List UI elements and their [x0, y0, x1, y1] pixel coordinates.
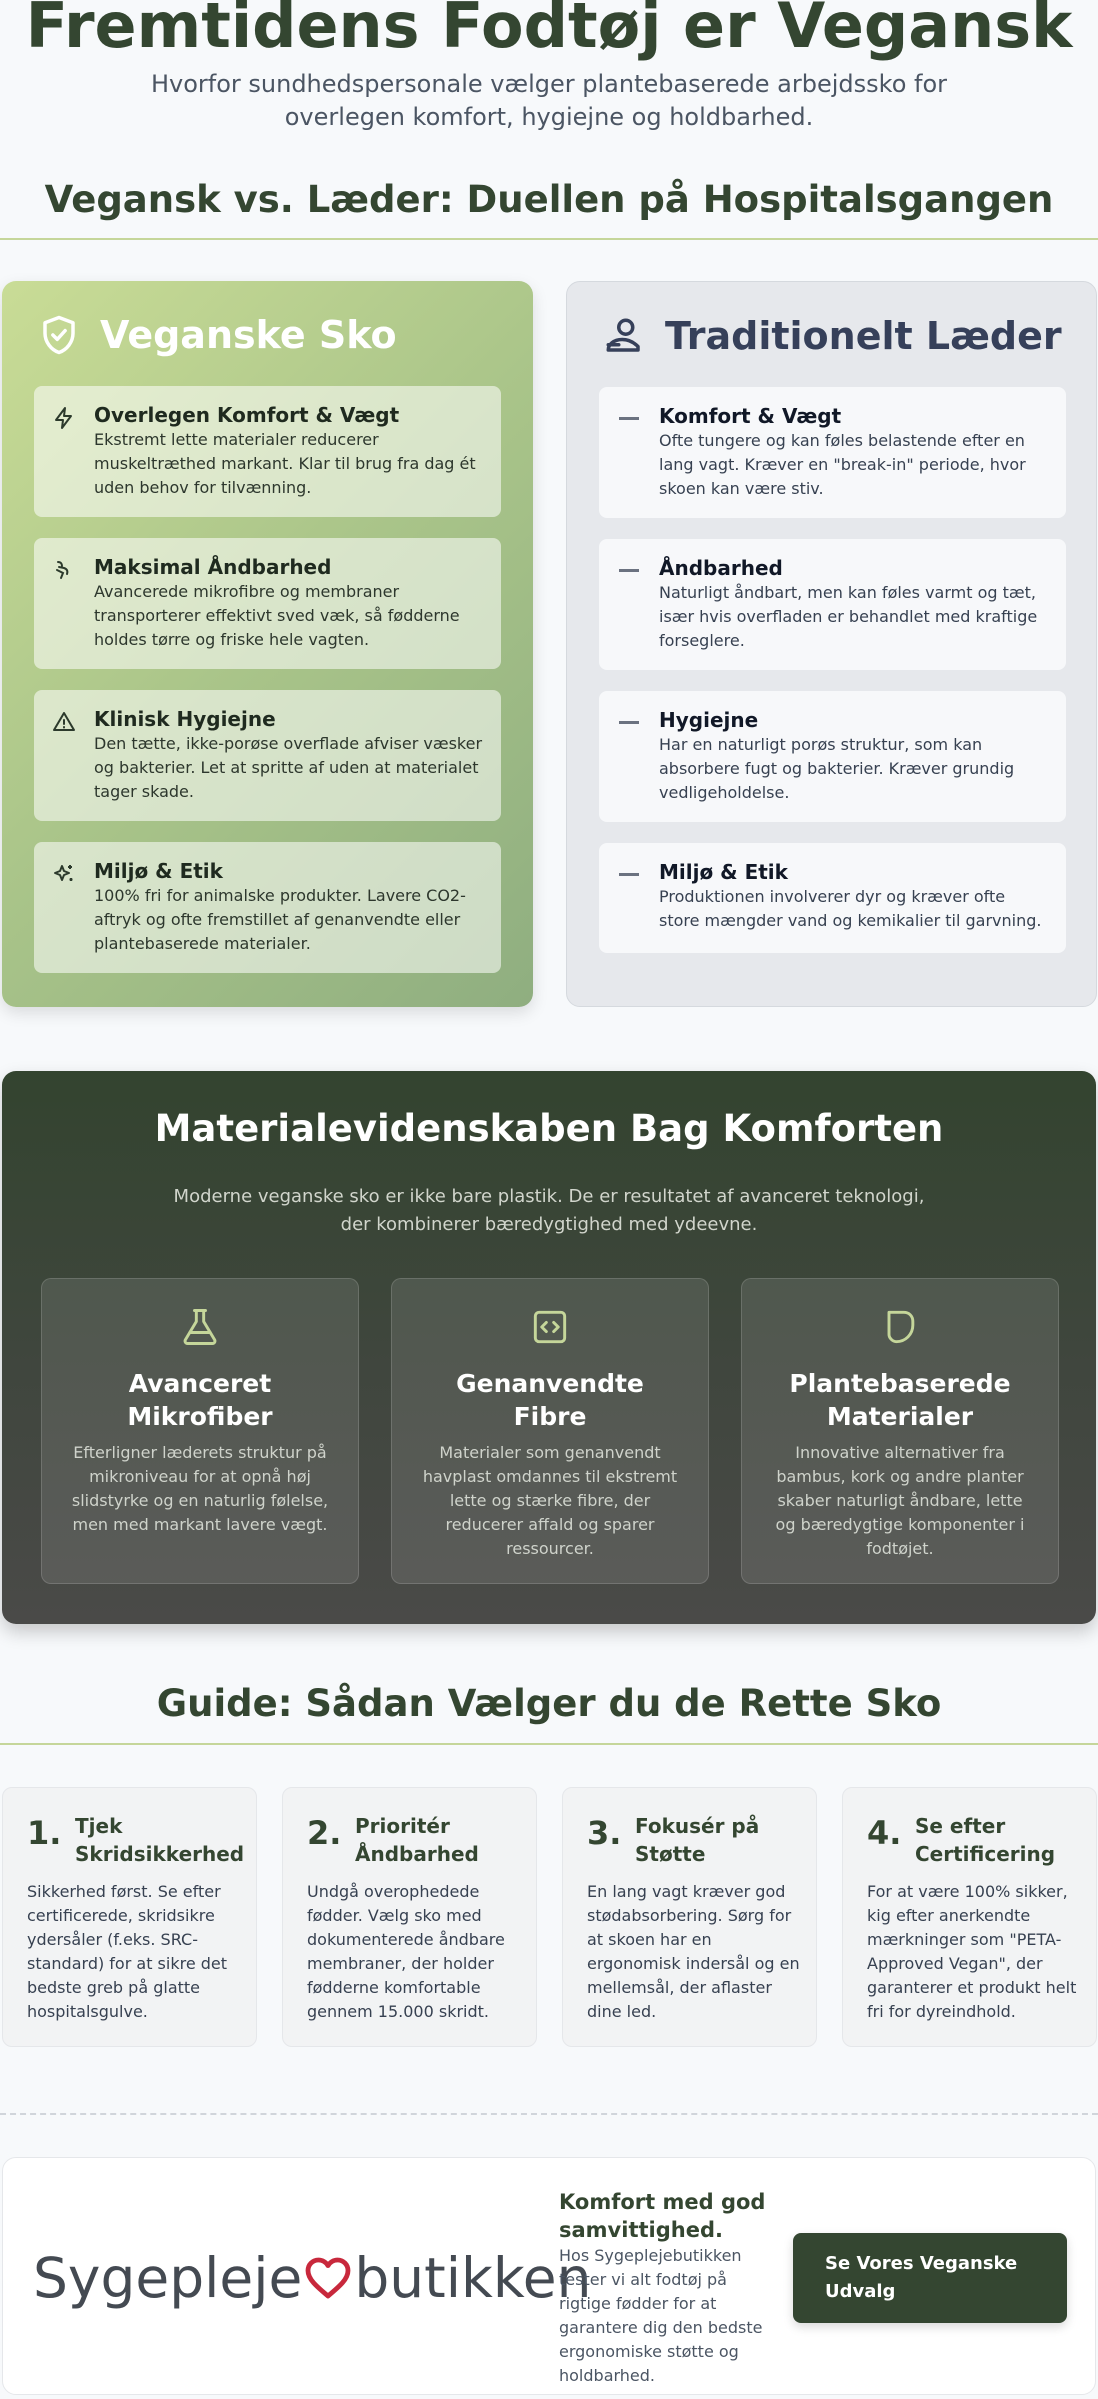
code-icon: [528, 1305, 572, 1349]
vegan-card: [2, 281, 533, 1007]
section-divider: [0, 238, 1098, 240]
logo-text-right: butikken: [354, 2246, 592, 2310]
material-card: [391, 1278, 709, 1584]
vegan-item: [34, 690, 501, 821]
vegan-item-text: Den tætte, ikke-porøse overflade afviser væsker og bakterier. Let at spritte af uden at materialet tager skade.: [94, 734, 483, 801]
guide-step-number: 4.: [867, 1814, 902, 1852]
brand-logo[interactable]: [33, 2246, 591, 2310]
guide-title: Guide: Sådan Vælger du de Rette Sko: [156, 1682, 942, 1725]
wind-icon: [52, 558, 76, 582]
footer-description: Hos Sygeplejebutikken tester vi alt fodtøj på rigtige fødder for at garantere dig den bedste ergonomiske støtte og holdbarhed.: [559, 2246, 763, 2385]
leather-item-title: Miljø & Etik: [659, 860, 788, 884]
guide-step-title: Se efter Certificering: [915, 1814, 1056, 1866]
guide-step: [842, 1787, 1097, 2047]
flask-icon: [178, 1305, 222, 1349]
footer-text-block: [559, 2188, 769, 2388]
dash-icon: [619, 721, 639, 724]
leather-item-title: Åndbarhed: [659, 556, 783, 580]
leather-item-title: Hygiejne: [659, 708, 759, 732]
material-card: [741, 1278, 1059, 1584]
heart-icon: [304, 2254, 352, 2302]
page-title: Fremtidens Fodtøj er Vegansk: [25, 0, 1073, 62]
guide-step-text: For at være 100% sikker, kig efter anerkendte mærkninger som "PETA-Approved Vegan", der garanterer et produkt helt fri for dyreindhold.: [867, 1882, 1077, 2021]
leather-card-header: [603, 314, 1062, 358]
dashed-divider: [0, 2113, 1098, 2115]
material-card-text: Innovative alternativer fra bambus, kork og andre planter skaber naturligt åndbare, lette og bæredygtige komponenter i fodtøjet.: [775, 1443, 1025, 1558]
material-science-section: [2, 1071, 1096, 1624]
vegan-item: [34, 386, 501, 517]
vegan-card-header: [38, 313, 397, 357]
leather-item-text: Produktionen involverer dyr og kræver ofte store mængder vand og kemikalier til garvning.: [659, 887, 1042, 930]
vegan-item-title: Overlegen Komfort & Vægt: [94, 403, 400, 427]
science-title: Materialevidenskaben Bag Komforten: [154, 1107, 944, 1150]
material-card-title: Genanvendte Fibre: [456, 1369, 644, 1431]
material-card-text: Materialer som genanvendt havplast omdannes til ekstremt lette og stærke fibre, der reducerer affald og sparer ressourcer.: [422, 1443, 678, 1558]
lightning-icon: [52, 406, 76, 430]
vegan-item: [34, 842, 501, 973]
comparison-title: Vegansk vs. Læder: Duellen på Hospitalsgangen: [44, 178, 1054, 221]
leather-item: [599, 539, 1066, 670]
vegan-item-text: Ekstremt lette materialer reducerer muskeltræthed markant. Klar til brug fra dag ét uden behov for tilvænning.: [94, 430, 476, 497]
leather-item-title: Komfort & Vægt: [659, 404, 842, 428]
dash-icon: [619, 873, 639, 876]
logo-text-left: Sygepleje: [33, 2246, 303, 2310]
leather-card: [566, 281, 1097, 1007]
science-description: Moderne veganske sko er ikke bare plastik. De er resultatet af avanceret teknologi, der kombinerer bæredygtighed med ydeevne.: [173, 1186, 925, 1235]
warning-triangle-icon: [52, 710, 76, 734]
page-subtitle: Hvorfor sundhedspersonale vælger plantebaserede arbejdssko for overlegen komfort, hygiejne og holdbarhed.: [150, 70, 948, 131]
guide-step-text: En lang vagt kræver god stødabsorbering. Sørg for at skoen har en ergonomisk indersål og en mellemsål, der aflaster dine led.: [587, 1882, 800, 2021]
leather-item-text: Har en naturligt porøs struktur, som kan absorbere fugt og bakterier. Kræver grundig vedligeholdelse.: [659, 735, 1015, 802]
guide-step: [2, 1787, 257, 2047]
footer-cta-section: [2, 2157, 1096, 2395]
sparkles-icon: [52, 862, 76, 886]
guide-step-text: Undgå overophedede fødder. Vælg sko med dokumenterede åndbare membraner, der holder fødderne komfortable gennem 15.000 skridt.: [307, 1882, 505, 2021]
guide-step-title: Fokusér på Støtte: [635, 1814, 760, 1866]
vegan-item-title: Maksimal Åndbarhed: [94, 555, 332, 579]
vegan-item-title: Miljø & Etik: [94, 859, 223, 883]
guide-step-number: 3.: [587, 1814, 622, 1852]
user-icon: [603, 315, 645, 357]
vegan-item: [34, 538, 501, 669]
leather-item: [599, 691, 1066, 822]
vegan-item-text: 100% fri for animalske produkter. Lavere CO2-aftryk og ofte fremstillet af genanvendte eller plantebaserede materialer.: [94, 886, 466, 953]
shield-check-icon: [38, 314, 80, 356]
guide-step: [562, 1787, 817, 2047]
leather-item: [599, 387, 1066, 518]
section-divider: [0, 1743, 1098, 1745]
vegan-item-title: Klinisk Hygiejne: [94, 707, 276, 731]
dash-icon: [619, 417, 639, 420]
guide-step-number: 2.: [307, 1814, 342, 1852]
leaf-icon: [878, 1305, 922, 1349]
guide-step: [282, 1787, 537, 2047]
material-card-title: Avanceret Mikrofiber: [127, 1369, 273, 1431]
guide-step-text: Sikkerhed først. Se efter certificerede, skridsikre ydersåler (f.eks. SRC-standard) for at sikre det bedste greb på glatte hospitalsgulve.: [27, 1882, 228, 2021]
vegan-item-text: Avancerede mikrofibre og membraner transporterer effektivt sved væk, så fødderne holdes tørre og friske hele vagten.: [94, 582, 460, 649]
dash-icon: [619, 569, 639, 572]
see-vegan-range-button[interactable]: Se Vores Veganske Udvalg: [793, 2233, 1067, 2323]
material-card-title: Plantebaserede Materialer: [789, 1369, 1011, 1431]
leather-item: [599, 843, 1066, 953]
guide-step-number: 1.: [27, 1814, 62, 1852]
leather-item-text: Naturligt åndbart, men kan føles varmt og tæt, især hvis overfladen er behandlet med kraftige forseglere.: [659, 583, 1038, 650]
material-card: [41, 1278, 359, 1584]
material-card-text: Efterligner læderets struktur på mikroniveau for at opnå høj slidstyrke og en naturlig følelse, men med markant lavere vægt.: [71, 1443, 329, 1534]
leather-card-title: Traditionelt Læder: [665, 314, 1062, 358]
guide-step-title: Prioritér Åndbarhed: [355, 1814, 479, 1866]
footer-heading: Komfort med god samvittighed.: [559, 2190, 766, 2242]
guide-step-title: Tjek Skridsikkerhed: [75, 1814, 245, 1866]
vegan-card-title: Veganske Sko: [100, 313, 397, 357]
leather-item-text: Ofte tungere og kan føles belastende efter en lang vagt. Kræver en "break-in" periode, hvor skoen kan være stiv.: [659, 431, 1026, 498]
